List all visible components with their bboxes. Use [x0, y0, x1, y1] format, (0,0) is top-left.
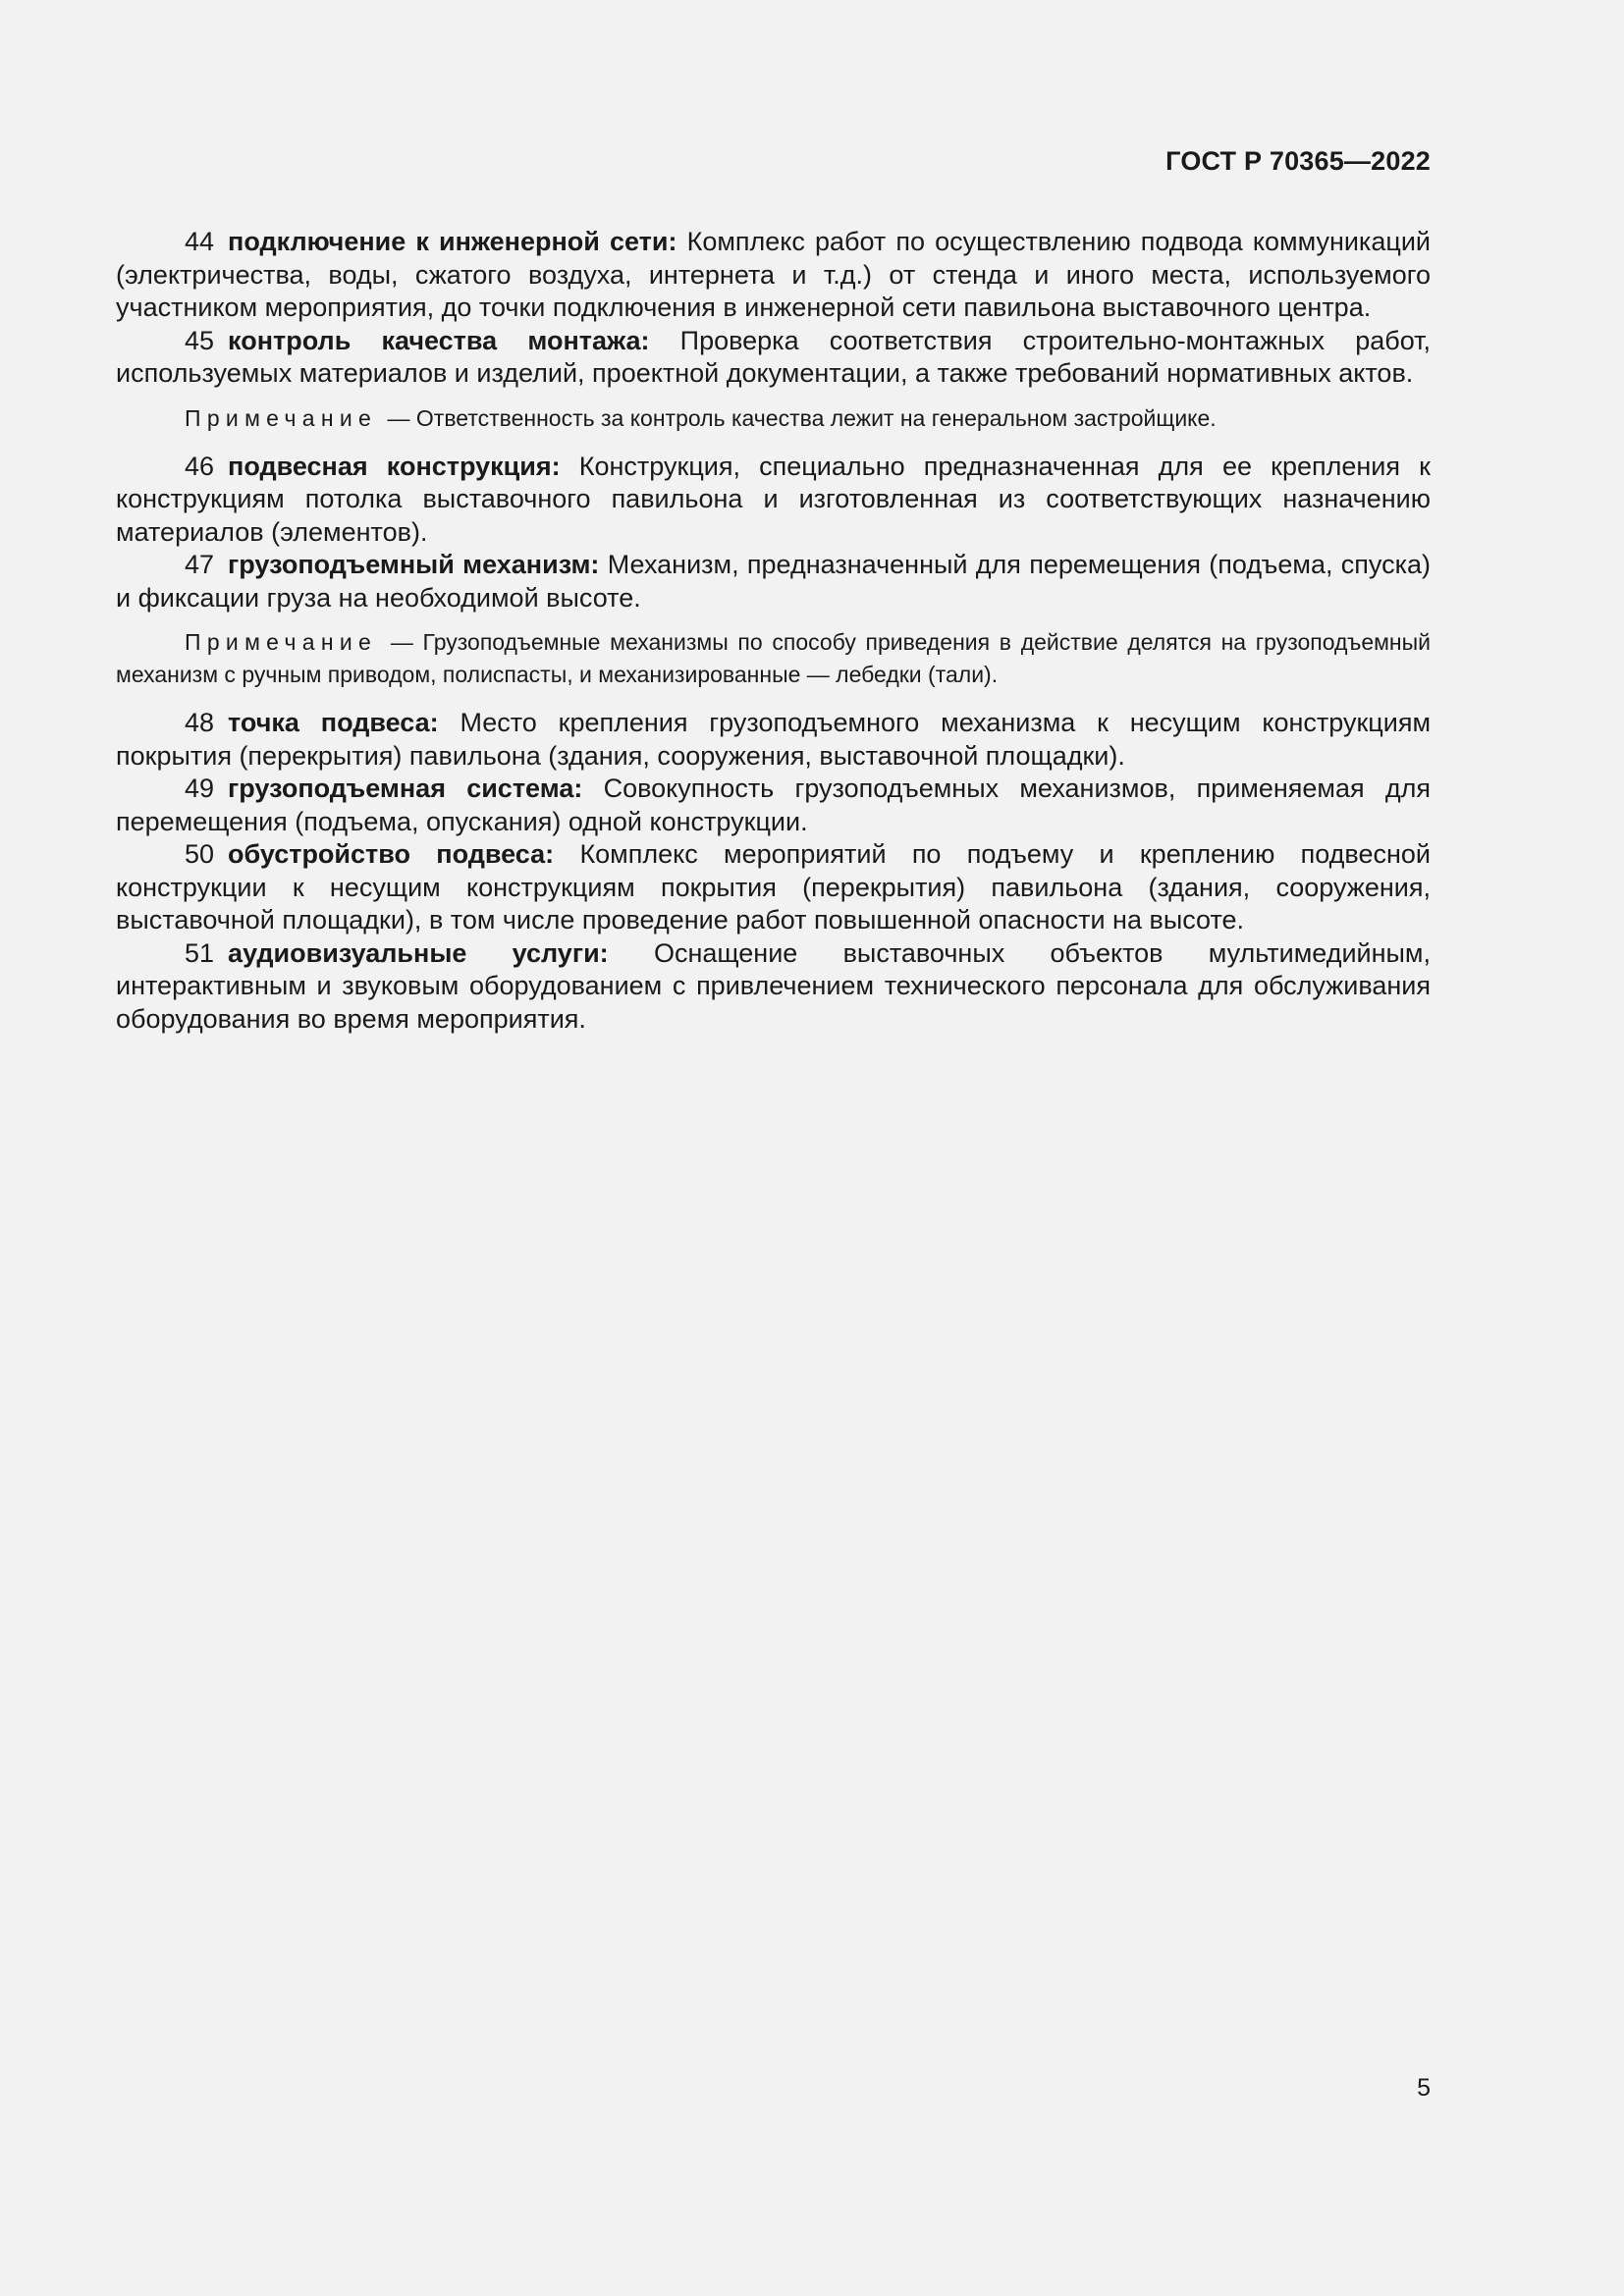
- term-name: грузоподъемный механизм:: [228, 550, 600, 579]
- term-name: подвесная конструкция:: [228, 451, 561, 481]
- term-name: грузоподъемная система:: [228, 774, 583, 803]
- terms-list: [116, 226, 1431, 1036]
- term-number: 44: [185, 227, 215, 256]
- term-name: аудиовизуальные услуги:: [228, 937, 609, 968]
- term-entry-49: [116, 773, 1431, 838]
- term-definition: Место крепления грузоподъемного механизма к несущим конструкциям покрытия (перекрытия) павильона (здания, сооружения, выставочной площадки).: [116, 708, 1432, 771]
- term-number: 51: [185, 937, 215, 968]
- term-name: точка подвеса:: [228, 708, 439, 737]
- term-definition: Оснащение выставочных объектов мультимедийным, интерактивным и звуковым оборудованием с привлечением технического персонала для обслуживания оборудования во время мероприятия.: [116, 937, 1431, 1034]
- term-entry-44: [116, 226, 1431, 325]
- term-definition: Комплекс мероприятий по подъему и креплению подвесной конструкции к несущим конструкциям покрытия (перекрытия) павильона (здания, сооружения, выставочной площадки), в том числе проведение работ повышенной опасности на высоте.: [116, 839, 1431, 934]
- term-definition: Совокупность грузоподъемных механизмов, применяемая для перемещения (подъема, опускания) одной конструкции.: [116, 774, 1431, 836]
- term-name: контроль качества монтажа:: [228, 325, 650, 355]
- term-number: 48: [185, 708, 215, 737]
- term-entry-46: [116, 451, 1431, 550]
- note-47: [116, 626, 1431, 691]
- term-entry-50: [116, 838, 1431, 937]
- note-label: Примечание: [185, 404, 378, 431]
- note-text: — Ответственность за контроль качества лежит на генеральном застройщике.: [387, 404, 1217, 431]
- term-number: 45: [185, 325, 215, 355]
- term-definition: Комплекс работ по осуществлению подвода коммуникаций (электричества, воды, сжатого воздуха, интернета и т.д.) от стенда и иного места, используемого участником мероприятия, до точки подключения в инженерной сети павильона выставочного центра.: [116, 227, 1431, 322]
- term-definition: Механизм, предназначенный для перемещения (подъема, спуска) и фиксации груза на необходимой высоте.: [116, 550, 1431, 613]
- note-text: — Грузоподъемные механизмы по способу приведения в действие делятся на грузоподъемный механизм с ручным приводом, полиспасты, и механизированные — лебедки (тали).: [116, 629, 1432, 687]
- term-definition: Конструкция, специально предназначенная для ее крепления к конструкциям потолка выставочного павильона и изготовленная из соответствующих назначению материалов (элементов).: [116, 451, 1431, 547]
- term-entry-47: [116, 549, 1431, 614]
- page-number: 5: [1417, 2074, 1431, 2102]
- term-entry-48: [116, 707, 1431, 773]
- term-entry-51: [116, 937, 1431, 1037]
- term-number: 49: [185, 774, 215, 803]
- note-45: [116, 402, 1431, 435]
- term-name: подключение к инженерной сети:: [228, 227, 677, 256]
- term-definition: Проверка соответствия строительно-монтажных работ, используемых материалов и изделий, проектной документации, а также требований нормативных актов.: [116, 325, 1431, 388]
- note-label: Примечание: [185, 629, 378, 655]
- term-number: 47: [185, 550, 215, 579]
- term-entry-45: [116, 325, 1431, 391]
- term-number: 46: [185, 451, 215, 481]
- term-name: обустройство подвеса:: [228, 839, 555, 869]
- term-number: 50: [185, 839, 215, 869]
- document-code: ГОСТ Р 70365—2022: [1165, 146, 1431, 176]
